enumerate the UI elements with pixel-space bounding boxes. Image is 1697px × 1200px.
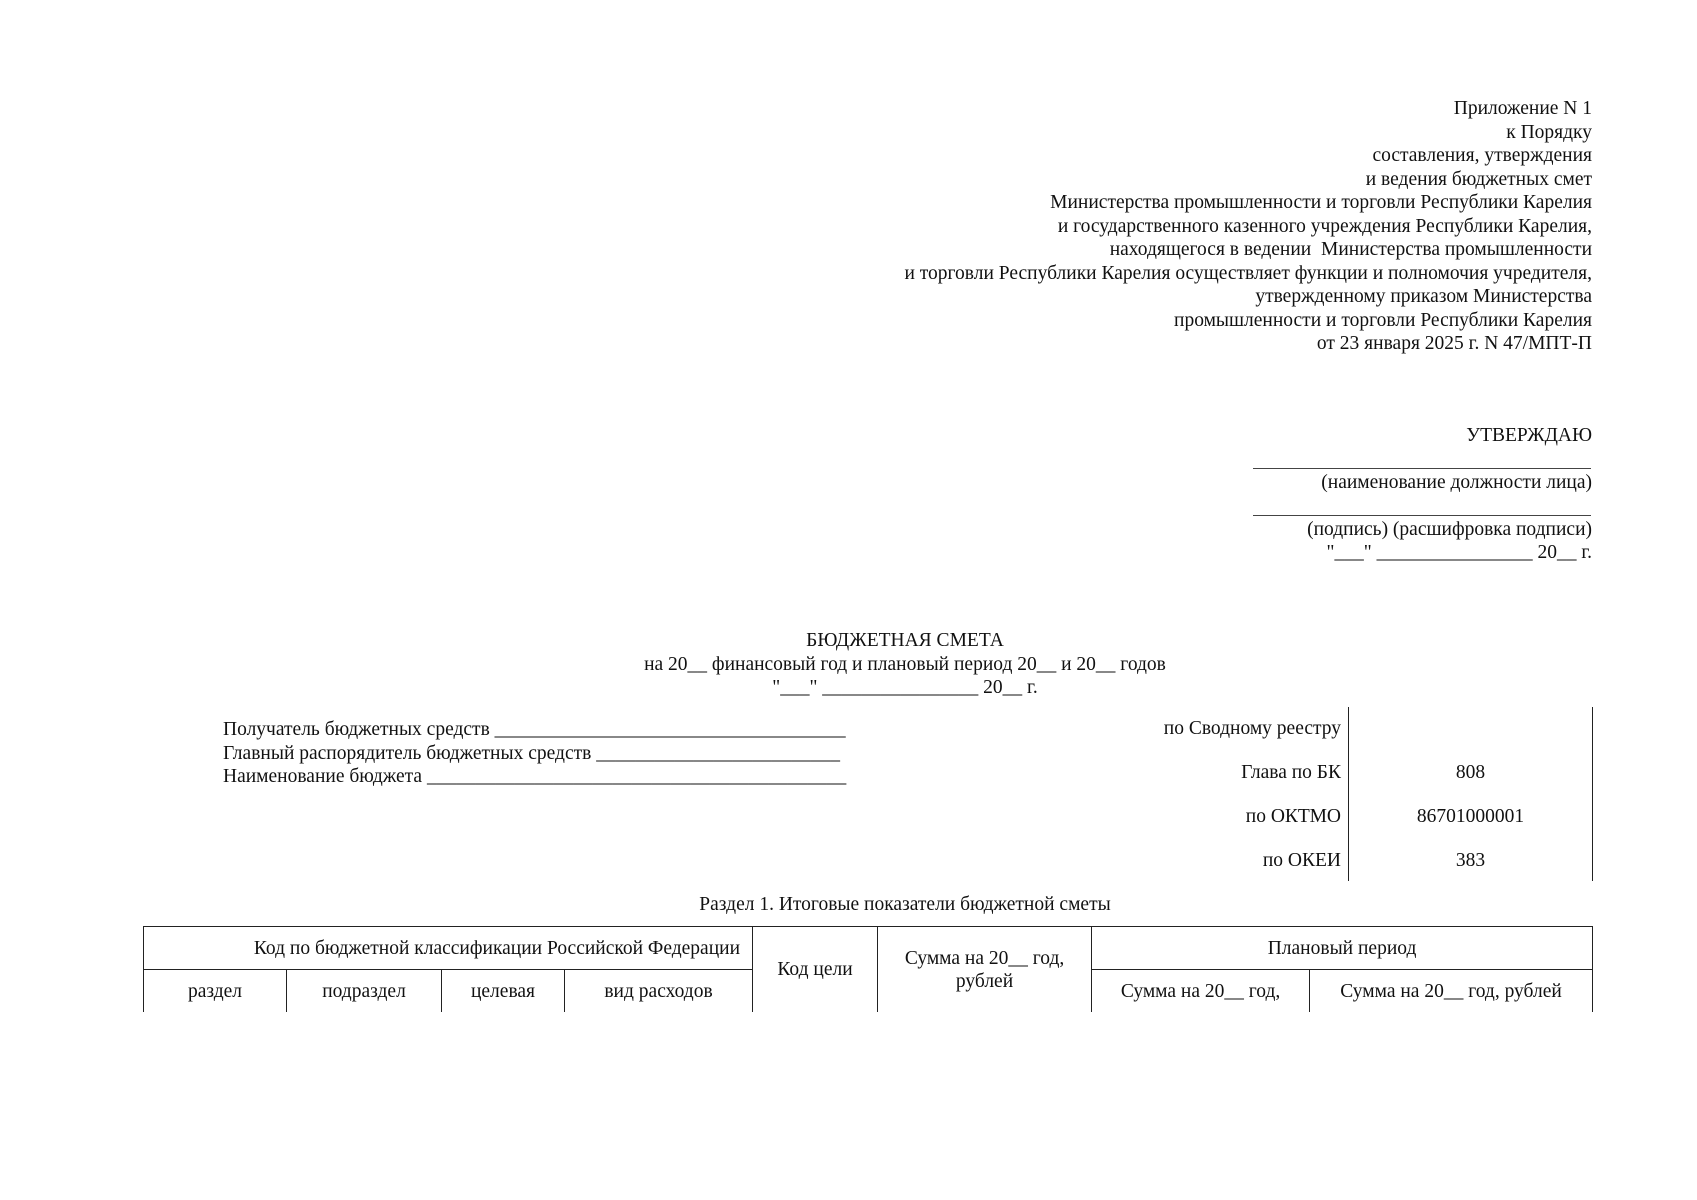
approval-date: "___" ________________ 20__ г. xyxy=(1326,542,1592,563)
col-vid-raskhodov: вид расходов xyxy=(565,970,753,1013)
section1-title: Раздел 1. Итоговые показатели бюджетной сметы xyxy=(699,894,1111,915)
position-signature-line xyxy=(1253,468,1591,469)
details-block xyxy=(223,718,846,789)
budget-name-field: Наименование бюджета ___________________________________________ xyxy=(223,766,847,787)
document-subtitle: на 20__ финансовый год и плановый период 20__ и 20__ годов xyxy=(644,653,1166,675)
document-title: БЮДЖЕТНАЯ СМЕТА xyxy=(806,630,1004,651)
col-tselevaya: целевая xyxy=(442,970,565,1013)
code-label-oktmo: по ОКТМО xyxy=(1245,806,1341,827)
goal-code-header: Код цели xyxy=(753,927,878,1013)
code-value-oktmo: 86701000001 xyxy=(1416,806,1525,827)
approval-title: УТВЕРЖДАЮ xyxy=(1466,425,1592,446)
bk-code-header: Код по бюджетной классификации Российской Федерации xyxy=(144,927,753,970)
sum-current-header: Сумма на 20__ год, рублей xyxy=(878,927,1092,1013)
col-sum-year1: Сумма на 20__ год, xyxy=(1092,970,1310,1013)
planning-period-header: Плановый период xyxy=(1092,927,1593,970)
appendix-block xyxy=(904,97,1592,356)
appendix-line: утвержденному приказом Министерства xyxy=(1255,286,1592,307)
appendix-line: промышленности и торговли Республики Карелия xyxy=(1174,309,1592,331)
signature-line xyxy=(1253,515,1591,516)
appendix-line: и торговли Республики Карелия осуществляет функции и полномочия учредителя, xyxy=(904,262,1592,284)
col-sum-year2: Сумма на 20__ год, рублей xyxy=(1310,970,1593,1013)
appendix-line: и ведения бюджетных смет xyxy=(1365,168,1592,190)
appendix-line: составления, утверждения xyxy=(1372,145,1592,166)
appendix-line: Приложение N 1 xyxy=(1453,98,1592,119)
document-date: "___" ________________ 20__ г. xyxy=(772,677,1038,698)
appendix-line: к Порядку xyxy=(1506,121,1592,143)
code-value-okei: 383 xyxy=(1455,850,1486,871)
appendix-line: находящегося в ведении Министерства промышленности xyxy=(1109,239,1592,260)
appendix-line: и государственного казенного учреждения Республики Карелия, xyxy=(1057,215,1592,237)
codes-right-border xyxy=(1592,707,1593,881)
document-heading xyxy=(0,629,1697,700)
code-label-svodny: по Сводному реестру xyxy=(1163,718,1341,739)
main-manager-field: Главный распорядитель бюджетных средств _________________________ xyxy=(223,742,840,764)
signature-caption: (подпись) (расшифровка подписи) xyxy=(1307,519,1592,540)
code-label-glava: Глава по БК xyxy=(1241,762,1341,783)
col-razdel: раздел xyxy=(144,970,287,1013)
appendix-line: Министерства промышленности и торговли Республики Карелия xyxy=(1050,192,1592,213)
code-label-okei: по ОКЕИ xyxy=(1262,850,1341,871)
appendix-line: от 23 января 2025 г. N 47/МПТ-П xyxy=(1316,333,1592,354)
position-caption: (наименование должности лица) xyxy=(1321,472,1592,493)
section1-table xyxy=(143,926,1593,1012)
recipient-field: Получатель бюджетных средств ____________________________________ xyxy=(223,719,846,740)
col-podrazdel: подраздел xyxy=(287,970,442,1013)
code-value-glava: 808 xyxy=(1455,762,1486,783)
